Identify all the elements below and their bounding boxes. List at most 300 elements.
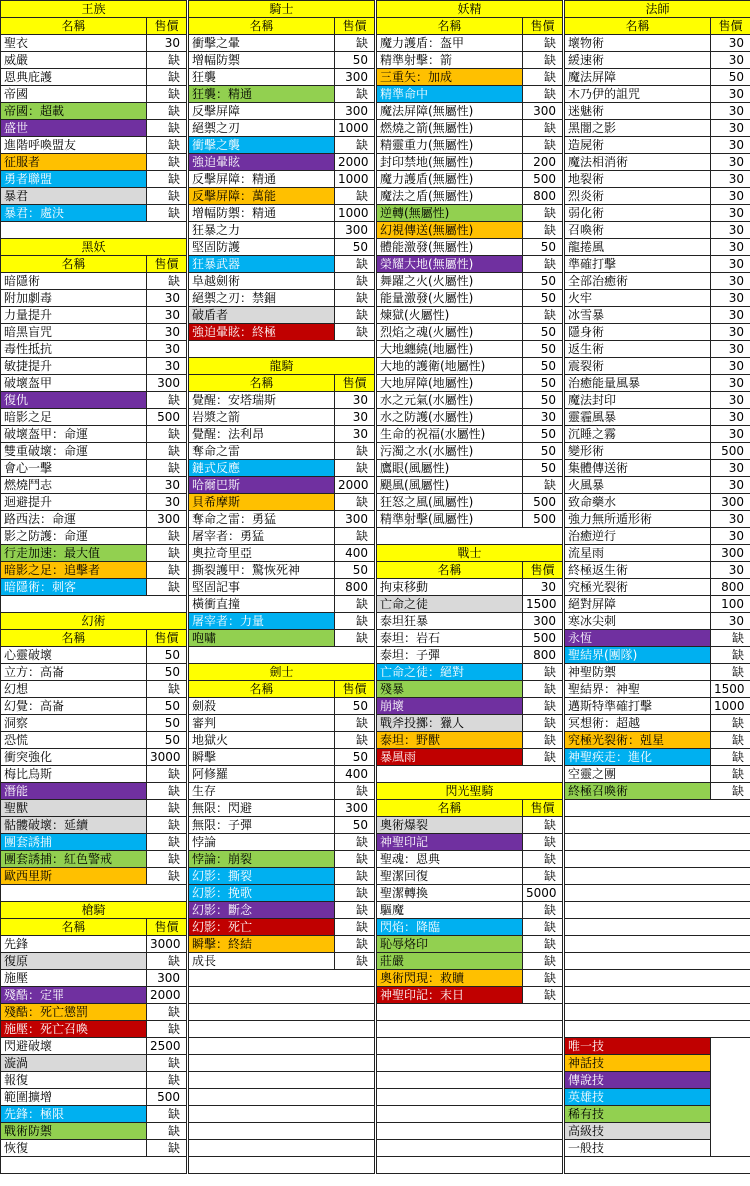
skill-name: 劍殺: [189, 698, 335, 715]
table-row: [377, 664, 563, 681]
skill-name: 進階呼喚盟友: [1, 137, 147, 154]
skill-name: 燃燒鬥志: [1, 477, 147, 494]
skill-name: 岩漿之箭: [189, 409, 335, 426]
skill-name: 冥想術：超越: [565, 715, 711, 732]
table-row: [377, 698, 563, 715]
skill-price: 50: [523, 358, 563, 375]
skill-price: 缺: [147, 188, 187, 205]
skill-name: 附加劇毒: [1, 290, 147, 307]
table-row: [377, 647, 563, 664]
skill-name: 恢復: [1, 1140, 147, 1157]
table-row: [189, 936, 375, 953]
table-row: [1, 443, 187, 460]
table-row: [377, 817, 563, 834]
table-row: [377, 188, 563, 205]
skill-name: 造屍術: [565, 137, 711, 154]
skill-name: 暗影之足: [1, 409, 147, 426]
skill-name: 隱身術: [565, 324, 711, 341]
table-row: [1, 664, 187, 681]
skill-price: 缺: [523, 851, 563, 868]
skill-name: 魔法封印: [565, 392, 711, 409]
table-row: [377, 409, 563, 426]
table-row: [1, 290, 187, 307]
skill-name: 衝擊之暈: [189, 35, 335, 52]
skill-price: 500: [523, 494, 563, 511]
skill-name: 狂怒之風(風屬性): [377, 494, 523, 511]
table-row: [377, 341, 563, 358]
skill-name: 泰坦：野獸: [377, 732, 523, 749]
skill-price: 缺: [147, 205, 187, 222]
skill-price: 缺: [523, 222, 563, 239]
name-header: 名稱: [189, 375, 335, 392]
skill-price: 缺: [147, 1055, 187, 1072]
skill-price: 300: [711, 545, 750, 562]
skill-name: 舞躍之火(火屬性): [377, 273, 523, 290]
skill-name: 反擊屏障：精通: [189, 171, 335, 188]
table-row: [1, 1106, 187, 1123]
skill-name: 破壞盔甲：命運: [1, 426, 147, 443]
skill-name: 泰坦狂暴: [377, 613, 523, 630]
price-header: 售價: [335, 18, 375, 35]
skill-name: 精準射擊：箭: [377, 52, 523, 69]
skill-name: 三重矢：加成: [377, 69, 523, 86]
skill-name: 力量提升: [1, 307, 147, 324]
skill-name: 颶風(風屬性): [377, 477, 523, 494]
skill-name: 戰術防禦: [1, 1123, 147, 1140]
skill-price: 30: [711, 613, 750, 630]
blank-row: [565, 919, 750, 936]
skill-price: 缺: [147, 86, 187, 103]
name-header: 名稱: [189, 18, 335, 35]
table-row: [377, 171, 563, 188]
skill-price: 缺: [523, 987, 563, 1004]
skill-price: 缺: [335, 868, 375, 885]
skill-price: 30: [711, 307, 750, 324]
skill-price: 800: [523, 647, 563, 664]
table-row: [565, 86, 750, 103]
skill-price: 缺: [523, 919, 563, 936]
skill-name: 泰坦：岩石: [377, 630, 523, 647]
skill-price: 缺: [335, 460, 375, 477]
table-row: [377, 256, 563, 273]
table-row: [1, 1038, 187, 1055]
blank-row: [377, 1140, 563, 1157]
name-header: 名稱: [1, 630, 147, 647]
header-row: [377, 800, 563, 817]
skill-name: 反擊屏障: [189, 103, 335, 120]
blank-row: [189, 970, 375, 987]
blank-row: [189, 1004, 375, 1021]
table-row: [189, 273, 375, 290]
blank-row: [377, 1157, 563, 1174]
skill-name: 增幅防禦：精通: [189, 205, 335, 222]
skill-name: 火牢: [565, 290, 711, 307]
skill-price: 50: [335, 698, 375, 715]
blank-row: [377, 1021, 563, 1038]
header-row: [189, 681, 375, 698]
table-row: [565, 273, 750, 290]
table-row: [565, 69, 750, 86]
skill-name: 返生術: [565, 341, 711, 358]
skill-name: 污濁之水(水屬性): [377, 443, 523, 460]
table-row: [1, 1140, 187, 1157]
skill-price: 缺: [147, 137, 187, 154]
table-row: [377, 987, 563, 1004]
table-row: [565, 324, 750, 341]
skill-price: 30: [147, 307, 187, 324]
skill-price: 30: [711, 256, 750, 273]
table-row: [1, 307, 187, 324]
skill-name: 靈霾風暴: [565, 409, 711, 426]
skill-price: 缺: [711, 715, 750, 732]
skill-name: 暴君: [1, 188, 147, 205]
skill-name: 骷髏破壞：延續: [1, 817, 147, 834]
skill-price: 50: [523, 375, 563, 392]
skill-name: 殘暴: [377, 681, 523, 698]
blank-row: [189, 1140, 375, 1157]
skill-name: 魔法相消術: [565, 154, 711, 171]
table-row: [189, 409, 375, 426]
blank-row: [377, 1004, 563, 1021]
skill-price: 300: [523, 103, 563, 120]
skill-price: 缺: [523, 698, 563, 715]
price-header: 售價: [335, 681, 375, 698]
skill-name: 大地屏障(地屬性): [377, 375, 523, 392]
skill-name: 逆轉(無屬性): [377, 205, 523, 222]
skill-price: 500: [711, 443, 750, 460]
price-header: 售價: [523, 562, 563, 579]
table-row: [377, 426, 563, 443]
table-row: [189, 307, 375, 324]
table-row: [189, 494, 375, 511]
skill-name: 施壓：死亡召喚: [1, 1021, 147, 1038]
skill-price: 300: [147, 375, 187, 392]
skill-name: 絕對屏障: [565, 596, 711, 613]
name-header: 名稱: [189, 681, 335, 698]
table-row: [1, 103, 187, 120]
table-row: [565, 290, 750, 307]
skill-name: 貝希摩斯: [189, 494, 335, 511]
skill-price: 50: [147, 647, 187, 664]
skill-name: 驅魔: [377, 902, 523, 919]
skill-price: 30: [147, 494, 187, 511]
table-row: [189, 800, 375, 817]
blank-row: [565, 851, 750, 868]
skill-price: 30: [147, 341, 187, 358]
table-row: [189, 511, 375, 528]
table-row: [1, 1089, 187, 1106]
section-title-row: [377, 545, 563, 562]
skill-name: 先鋒：極限: [1, 1106, 147, 1123]
section-title: 幻術: [1, 613, 187, 630]
skill-price: 缺: [335, 834, 375, 851]
skill-price: 缺: [147, 1072, 187, 1089]
skill-price: 50: [523, 290, 563, 307]
skill-name: 行走加速：最大值: [1, 545, 147, 562]
price-header: 售價: [147, 630, 187, 647]
section-title: 劍士: [189, 664, 375, 681]
column-1: [0, 0, 186, 1186]
blank-row: [565, 834, 750, 851]
skill-price: 缺: [523, 936, 563, 953]
table-row: [565, 52, 750, 69]
skill-price: 缺: [523, 732, 563, 749]
table-row: [189, 137, 375, 154]
table-row: [377, 35, 563, 52]
skill-name: 勇者聯盟: [1, 171, 147, 188]
skill-name: 反擊屏障：萬能: [189, 188, 335, 205]
table-row: [189, 749, 375, 766]
skill-price: 缺: [147, 579, 187, 596]
skill-name: 衝突強化: [1, 749, 147, 766]
skill-name: 暴風雨: [377, 749, 523, 766]
skill-name: 暴君：處決: [1, 205, 147, 222]
skill-name: 征服者: [1, 154, 147, 171]
table-row: [565, 562, 750, 579]
table-row: [1, 426, 187, 443]
skill-name: 神聖印記：末日: [377, 987, 523, 1004]
skill-name: 魔法屏障: [565, 69, 711, 86]
skill-name: 咆嘯: [189, 630, 335, 647]
table-row: [565, 120, 750, 137]
section-title-row: [1, 239, 187, 256]
table-row: [565, 341, 750, 358]
price-header: 售價: [711, 18, 750, 35]
skill-name: 烈焰之魂(火屬性): [377, 324, 523, 341]
skill-price: 500: [523, 171, 563, 188]
blank-row: [189, 1021, 375, 1038]
skill-name: 暗影之足：追擊者: [1, 562, 147, 579]
skill-price: 缺: [523, 902, 563, 919]
skill-name: 龍捲風: [565, 239, 711, 256]
blank-row: [565, 970, 750, 987]
blank-row: [1, 596, 187, 613]
skill-name: 永恆: [565, 630, 711, 647]
skill-price: 2000: [335, 154, 375, 171]
skill-price: 缺: [147, 69, 187, 86]
skill-price: 30: [523, 579, 563, 596]
skill-name: 體能激發(無屬性): [377, 239, 523, 256]
table-row: [189, 562, 375, 579]
section-title-row: [189, 664, 375, 681]
skill-name: 狂暴武器: [189, 256, 335, 273]
skill-price: 30: [147, 358, 187, 375]
skill-price: 缺: [711, 732, 750, 749]
table-row: [565, 596, 750, 613]
skill-price: 缺: [523, 256, 563, 273]
skill-price: 缺: [523, 664, 563, 681]
skill-name: 魔力護盾(無屬性): [377, 171, 523, 188]
skill-price: 缺: [335, 290, 375, 307]
table-row: [377, 494, 563, 511]
table-row: [565, 443, 750, 460]
skill-price: 50: [523, 239, 563, 256]
table-row: [189, 171, 375, 188]
skill-name: 封印禁地(無屬性): [377, 154, 523, 171]
table-row: [1, 545, 187, 562]
skill-price: 50: [523, 426, 563, 443]
blank-row: [1, 885, 187, 902]
table-row: [377, 613, 563, 630]
blank-row: [189, 1072, 375, 1089]
skill-price: 缺: [523, 52, 563, 69]
header-row: [377, 562, 563, 579]
table-row: [565, 698, 750, 715]
skill-price: 30: [711, 392, 750, 409]
skill-price: 缺: [711, 783, 750, 800]
table-row: [189, 154, 375, 171]
legend-row: [565, 1055, 750, 1072]
section-title: 戰士: [377, 545, 563, 562]
skill-price: 30: [711, 528, 750, 545]
skill-name: 心靈破壞: [1, 647, 147, 664]
table-row: [189, 86, 375, 103]
name-header: 名稱: [377, 562, 523, 579]
skill-name: 增幅防禦: [189, 52, 335, 69]
table-row: [1, 494, 187, 511]
skill-price: 30: [335, 392, 375, 409]
table-row: [189, 868, 375, 885]
skill-name: 審判: [189, 715, 335, 732]
table-row: [189, 630, 375, 647]
skill-price: 30: [711, 52, 750, 69]
blank-row: [565, 987, 750, 1004]
skill-price: 缺: [523, 834, 563, 851]
skill-name: 無限：子彈: [189, 817, 335, 834]
skill-price: 50: [147, 732, 187, 749]
section-title: 法師: [565, 1, 750, 18]
table-row: [565, 222, 750, 239]
table-row: [189, 35, 375, 52]
name-header: 名稱: [1, 919, 147, 936]
skill-name: 聖結界(團隊): [565, 647, 711, 664]
table-row: [565, 154, 750, 171]
table-row: [377, 137, 563, 154]
skill-price: 缺: [335, 936, 375, 953]
skill-name: 精靈重力(無屬性): [377, 137, 523, 154]
skill-name: 阿修羅: [189, 766, 335, 783]
skill-name: 泰坦：子彈: [377, 647, 523, 664]
skill-price: 50: [335, 239, 375, 256]
skill-name: 幻覺：高崙: [1, 698, 147, 715]
table-row: [565, 766, 750, 783]
skill-price: 30: [711, 222, 750, 239]
skill-price: 缺: [147, 562, 187, 579]
skill-name: 地裂術: [565, 171, 711, 188]
skill-name: 絕禦之刃: [189, 120, 335, 137]
table-row: [377, 307, 563, 324]
table-row: [565, 630, 750, 647]
header-row: [565, 18, 750, 35]
blank-row: [565, 953, 750, 970]
skill-name: 狂暴之力: [189, 222, 335, 239]
blank-row: [377, 1072, 563, 1089]
skill-price: 缺: [711, 630, 750, 647]
table-row: [189, 426, 375, 443]
skill-price: 300: [147, 970, 187, 987]
skill-price: 30: [711, 86, 750, 103]
skill-price: 300: [335, 103, 375, 120]
table-row: [565, 494, 750, 511]
table-row: [565, 205, 750, 222]
skill-name: 悖論: [189, 834, 335, 851]
skill-name: 毒性抵抗: [1, 341, 147, 358]
skill-name: 鷹眼(風屬性): [377, 460, 523, 477]
skill-price: 500: [147, 409, 187, 426]
table-row: [377, 205, 563, 222]
table-row: [565, 732, 750, 749]
skill-price: 缺: [523, 69, 563, 86]
skill-name: 大地纏繞(地屬性): [377, 341, 523, 358]
skill-price: 缺: [335, 953, 375, 970]
skill-name: 崩壞: [377, 698, 523, 715]
table-row: [189, 443, 375, 460]
skill-price: 缺: [147, 868, 187, 885]
skill-name: 聖潔回復: [377, 868, 523, 885]
table-row: [565, 579, 750, 596]
skill-name: 潛能: [1, 783, 147, 800]
table-row: [1, 35, 187, 52]
table-row: [1, 1123, 187, 1140]
skill-name: 聖魂：恩典: [377, 851, 523, 868]
skill-price: 缺: [335, 307, 375, 324]
blank-row: [189, 1055, 375, 1072]
skill-price: 30: [335, 409, 375, 426]
skill-price: 1500: [711, 681, 750, 698]
skill-name: 堅固防護: [189, 239, 335, 256]
skill-name: 屠宰者：力量: [189, 613, 335, 630]
table-row: [189, 698, 375, 715]
skill-price: 缺: [147, 1140, 187, 1157]
table-row: [565, 256, 750, 273]
skill-name: 暗黑盲咒: [1, 324, 147, 341]
skill-price: 缺: [523, 35, 563, 52]
table-row: [377, 681, 563, 698]
table-row: [189, 885, 375, 902]
name-header: 名稱: [377, 800, 523, 817]
skill-name: 火風暴: [565, 477, 711, 494]
blank-row: [377, 1038, 563, 1055]
skill-name: 屠宰者：勇猛: [189, 528, 335, 545]
table-row: [1, 681, 187, 698]
skill-name: 奧拉奇里亞: [189, 545, 335, 562]
table-row: [1, 137, 187, 154]
table-row: [1, 1021, 187, 1038]
skill-price: 30: [147, 290, 187, 307]
skill-price: 30: [711, 409, 750, 426]
skill-price: 缺: [335, 783, 375, 800]
skill-table: [0, 0, 187, 1174]
skill-price: 缺: [711, 664, 750, 681]
skill-price: 1500: [523, 596, 563, 613]
skill-price: 50: [523, 443, 563, 460]
skill-price: 30: [147, 35, 187, 52]
blank-row: [377, 1089, 563, 1106]
column-3: [376, 0, 562, 1186]
skill-name: 團套誘捕：紅色警戒: [1, 851, 147, 868]
skill-price: 50: [147, 664, 187, 681]
blank-row: [1, 1157, 187, 1174]
table-row: [1, 460, 187, 477]
skill-price: 缺: [335, 715, 375, 732]
section-title: 龍騎: [189, 358, 375, 375]
table-row: [565, 307, 750, 324]
table-row: [377, 239, 563, 256]
skill-name: 魔力護盾：盔甲: [377, 35, 523, 52]
blank-row: [189, 987, 375, 1004]
skill-price: 缺: [335, 902, 375, 919]
skill-price: 缺: [147, 1123, 187, 1140]
